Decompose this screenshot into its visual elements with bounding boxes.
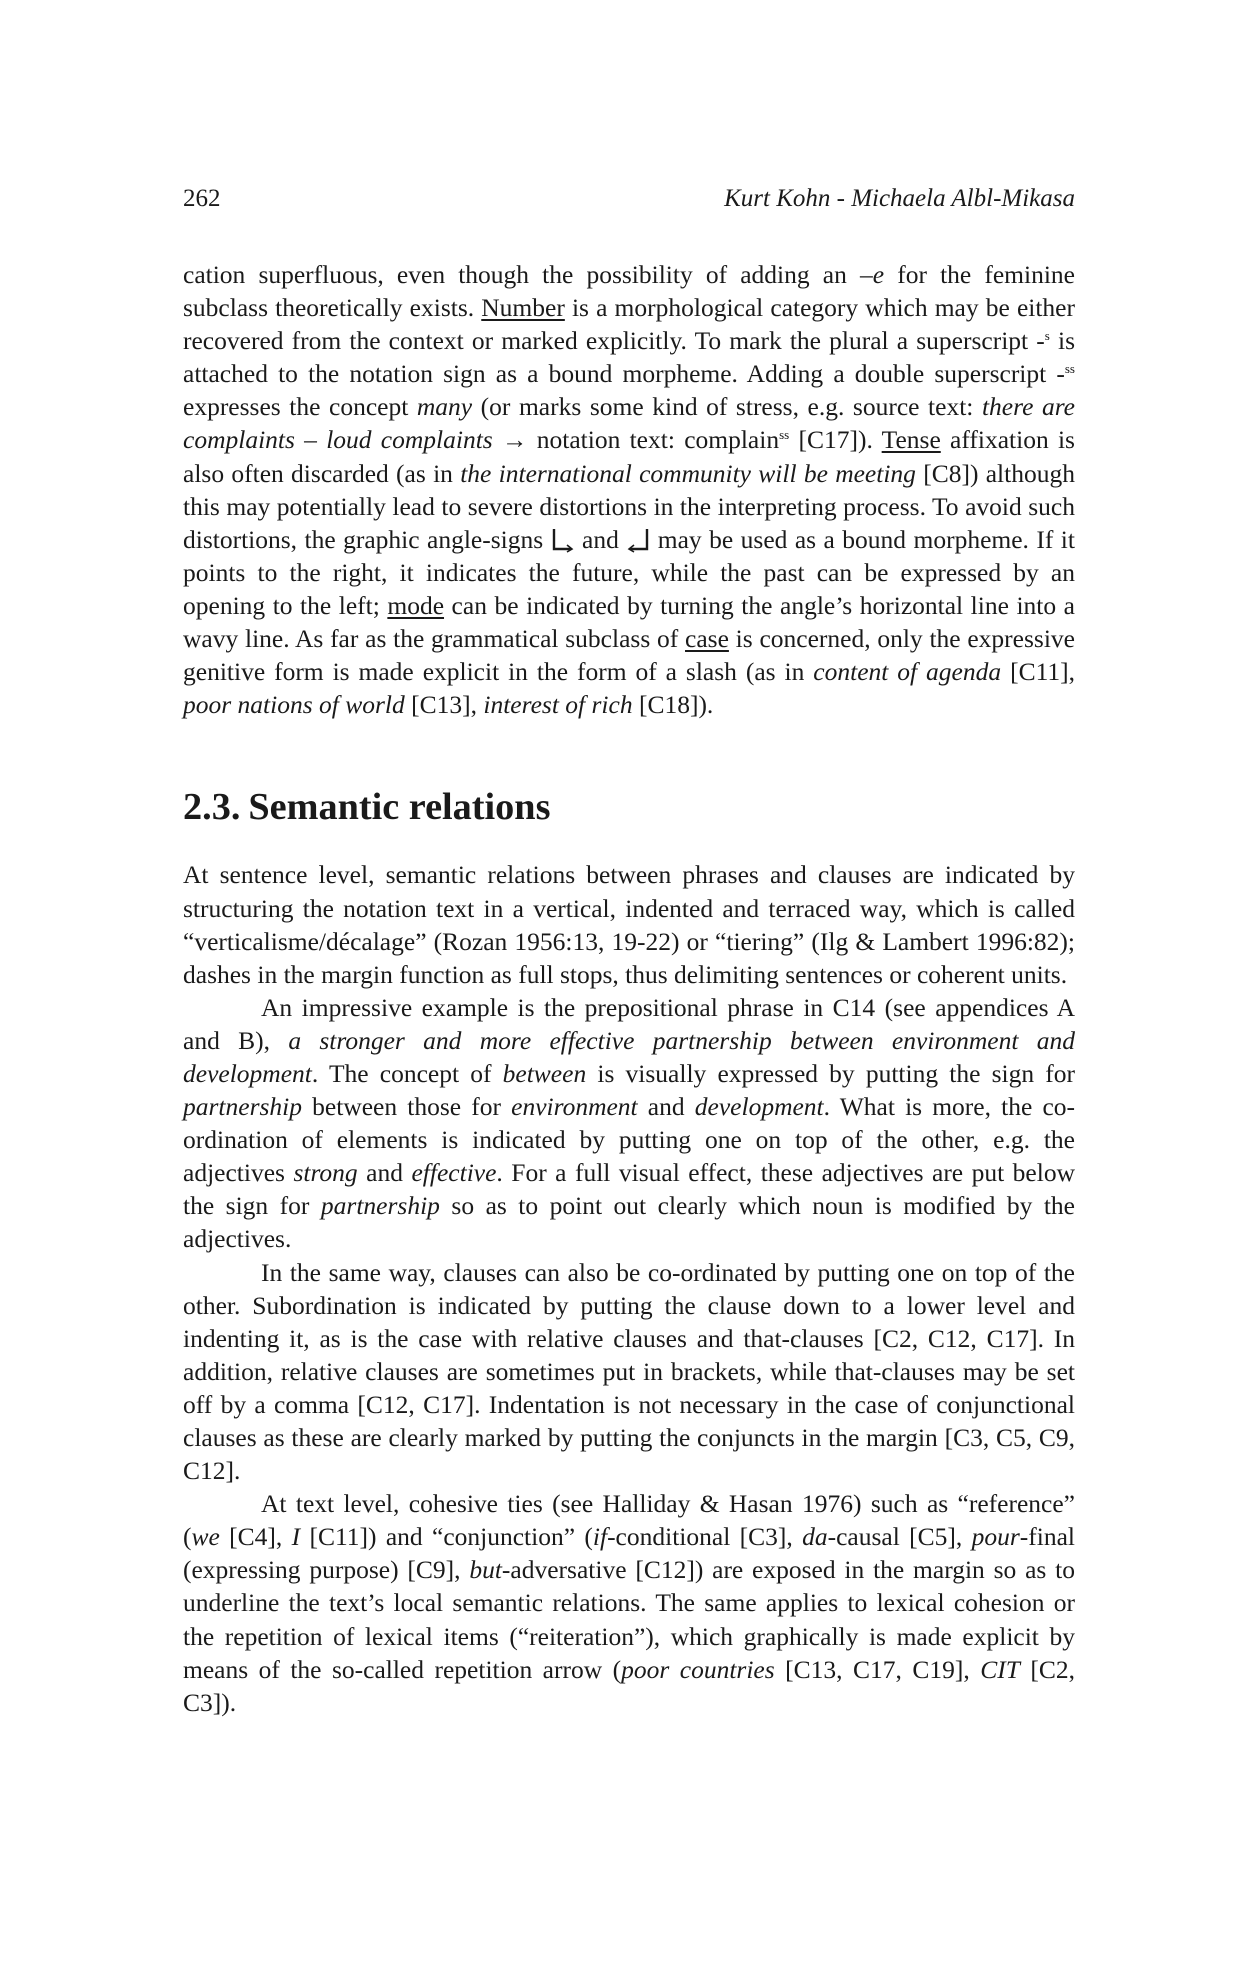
text-run: (or marks some kind of stress, e.g. source text: xyxy=(472,392,982,422)
page-body xyxy=(183,258,1075,1719)
paragraph-text-level xyxy=(183,1487,1075,1719)
underlined-term-case: case xyxy=(685,624,729,654)
section-number: 2.3. xyxy=(183,786,241,829)
text-run: [C4], xyxy=(219,1522,292,1552)
text-run: An impressive example is the prepositional phrase in C14 (see appendices A and B), xyxy=(183,992,1075,1055)
italic-run: the international community will be meeting xyxy=(460,458,916,488)
text-run: -adversative [C12]) are exposed in the margin so as to underline the text’s local semantic relations. The same applies to lexical cohesion or the repetition of lexical items (“reiteration”), which graphically is made explicit by means of the so-called repetition arrow ( xyxy=(183,1555,1075,1684)
italic-run: interest of rich xyxy=(483,690,633,720)
italic-run: a stronger and more effective partnership between environment and development xyxy=(183,1025,1075,1088)
italic-run: effective xyxy=(411,1158,497,1188)
italic-run: if xyxy=(592,1522,608,1552)
text-run: [C13], xyxy=(404,690,484,720)
text-run: and xyxy=(637,1092,695,1122)
text-run: [C8]) although this may potentially lead to severe distortions in the interpreting process. To avoid such distortions, the graphic angle-signs xyxy=(183,458,1075,554)
underlined-term-mode: mode xyxy=(387,590,445,620)
page-number: 262 xyxy=(183,185,221,212)
italic-run: partnership xyxy=(320,1191,440,1221)
paragraph-clause-coordination: In the same way, clauses can also be co-ordinated by putting one on top of the other. Subordination is indicated by putting the clause down to a lower level and indenting it, as is the case with relative clauses and that-clauses [C2, C12, C17]. In addition, relative clauses are sometimes put in brackets, while that-clauses may be set off by a comma [C12, C17]. Indentation is not necessary in the case of conjunctional clauses as these are clearly marked by putting the conjuncts in the margin [C3, C5, C9, C12]. xyxy=(183,1257,1075,1486)
running-head-authors: Kurt Kohn - Michaela Albl-Mikasa xyxy=(724,185,1075,212)
superscript: s xyxy=(1044,328,1050,344)
italic-run: there are complaints – loud complaints xyxy=(183,392,1075,455)
italic-run: between xyxy=(502,1058,587,1088)
text-run: [C11]) and “conjunction” ( xyxy=(300,1522,593,1552)
superscript: ss xyxy=(1064,361,1075,377)
text-run: -conditional [C3], xyxy=(607,1522,803,1552)
italic-run: pour xyxy=(971,1522,1020,1552)
text-run: [C18]). xyxy=(632,690,714,720)
paragraph-sentence-level: At sentence level, semantic relations between phrases and clauses are indicated by structuring the notation text in a vertical, indented and terraced way, which is called “verticalisme/décalage” (Rozan 1956:13, 19-22) or “tiering” (Ilg & Lambert 1996:82); dashes in the margin function as full stops, thus delimiting sentences or coherent units. xyxy=(183,860,1075,989)
text-run: expresses the concept xyxy=(183,392,417,422)
text-run: . The concept of xyxy=(311,1058,503,1088)
text-run: At text level, cohesive ties (see Halliday & Hasan 1976) such as “reference” ( xyxy=(183,1489,1075,1552)
text-run: is a morphological category which may be either recovered from the context or marked explicitly. To mark the plural a superscript - xyxy=(183,293,1075,356)
italic-run: I xyxy=(291,1522,301,1552)
text-run: and xyxy=(574,524,627,554)
paragraph-prepositional-example xyxy=(183,991,1075,1256)
text-run: [C2, C3]). xyxy=(183,1654,1076,1717)
text-run: [C13, C17, C19], xyxy=(774,1654,981,1684)
text-run: -causal [C5], xyxy=(827,1522,972,1552)
text-run: cation superfluous, even though the possibility of adding an xyxy=(183,260,860,289)
italic-run: but xyxy=(469,1555,502,1585)
text-run: is concerned, only the expressive genitive form is made explicit in the form of a slash (as in xyxy=(183,624,1075,687)
italic-run: poor nations of world xyxy=(183,690,405,720)
section-heading xyxy=(183,786,1075,829)
italic-run: content of agenda xyxy=(813,657,1002,687)
italic-run: –e xyxy=(859,260,885,289)
italic-run: da xyxy=(802,1522,828,1552)
italic-run: poor countries xyxy=(621,1654,775,1684)
paragraph-morphology xyxy=(183,258,1075,721)
italic-run: we xyxy=(191,1522,220,1552)
text-run: affixation is also often discarded (as in xyxy=(183,425,1075,488)
text-run: . For a full visual effect, these adjectives are put below the sign for xyxy=(183,1158,1075,1221)
text-run: and xyxy=(357,1158,412,1188)
underlined-term-tense: Tense xyxy=(881,425,941,455)
text-run: [C11], xyxy=(1001,657,1075,687)
text-run: between those for xyxy=(302,1092,512,1122)
underlined-term-number: Number xyxy=(481,293,565,323)
text-run: so as to point out clearly which noun is modified by the adjectives. xyxy=(183,1191,1075,1254)
italic-run: development xyxy=(694,1092,824,1122)
future-angle-sign-icon xyxy=(551,527,575,553)
italic-run: strong xyxy=(293,1158,358,1188)
text-run: can be indicated by turning the angle’s horizontal line into a wavy line. As far as the grammatical subclass of xyxy=(183,590,1075,654)
text-run: may be used as a bound morpheme. If it points to the right, it indicates the future, while the past can be expressed by an opening to the left; xyxy=(183,524,1075,620)
text-run: [C17]). xyxy=(789,425,882,455)
italic-run: CIT xyxy=(980,1654,1020,1684)
superscript: ss xyxy=(779,427,790,443)
past-angle-sign-icon xyxy=(626,527,650,553)
text-run: is visually expressed by putting the sign for xyxy=(586,1058,1076,1088)
italic-run: environment xyxy=(511,1092,638,1122)
text-run: for the feminine subclass theoretically exists. xyxy=(183,260,1075,323)
text-run: is attached to the notation sign as a bound morpheme. Adding a double superscript - xyxy=(183,326,1076,389)
text-run: → notation text: complain xyxy=(492,425,780,455)
section-title: Semantic relations xyxy=(248,786,551,829)
italic-run: many xyxy=(416,392,473,422)
text-run: . What is more, the co-ordination of elements is indicated by putting one on top of the other, e.g. the adjectives xyxy=(183,1092,1075,1188)
text-run: -final (expressing purpose) [C9], xyxy=(183,1522,1076,1585)
italic-run: partnership xyxy=(183,1092,303,1122)
